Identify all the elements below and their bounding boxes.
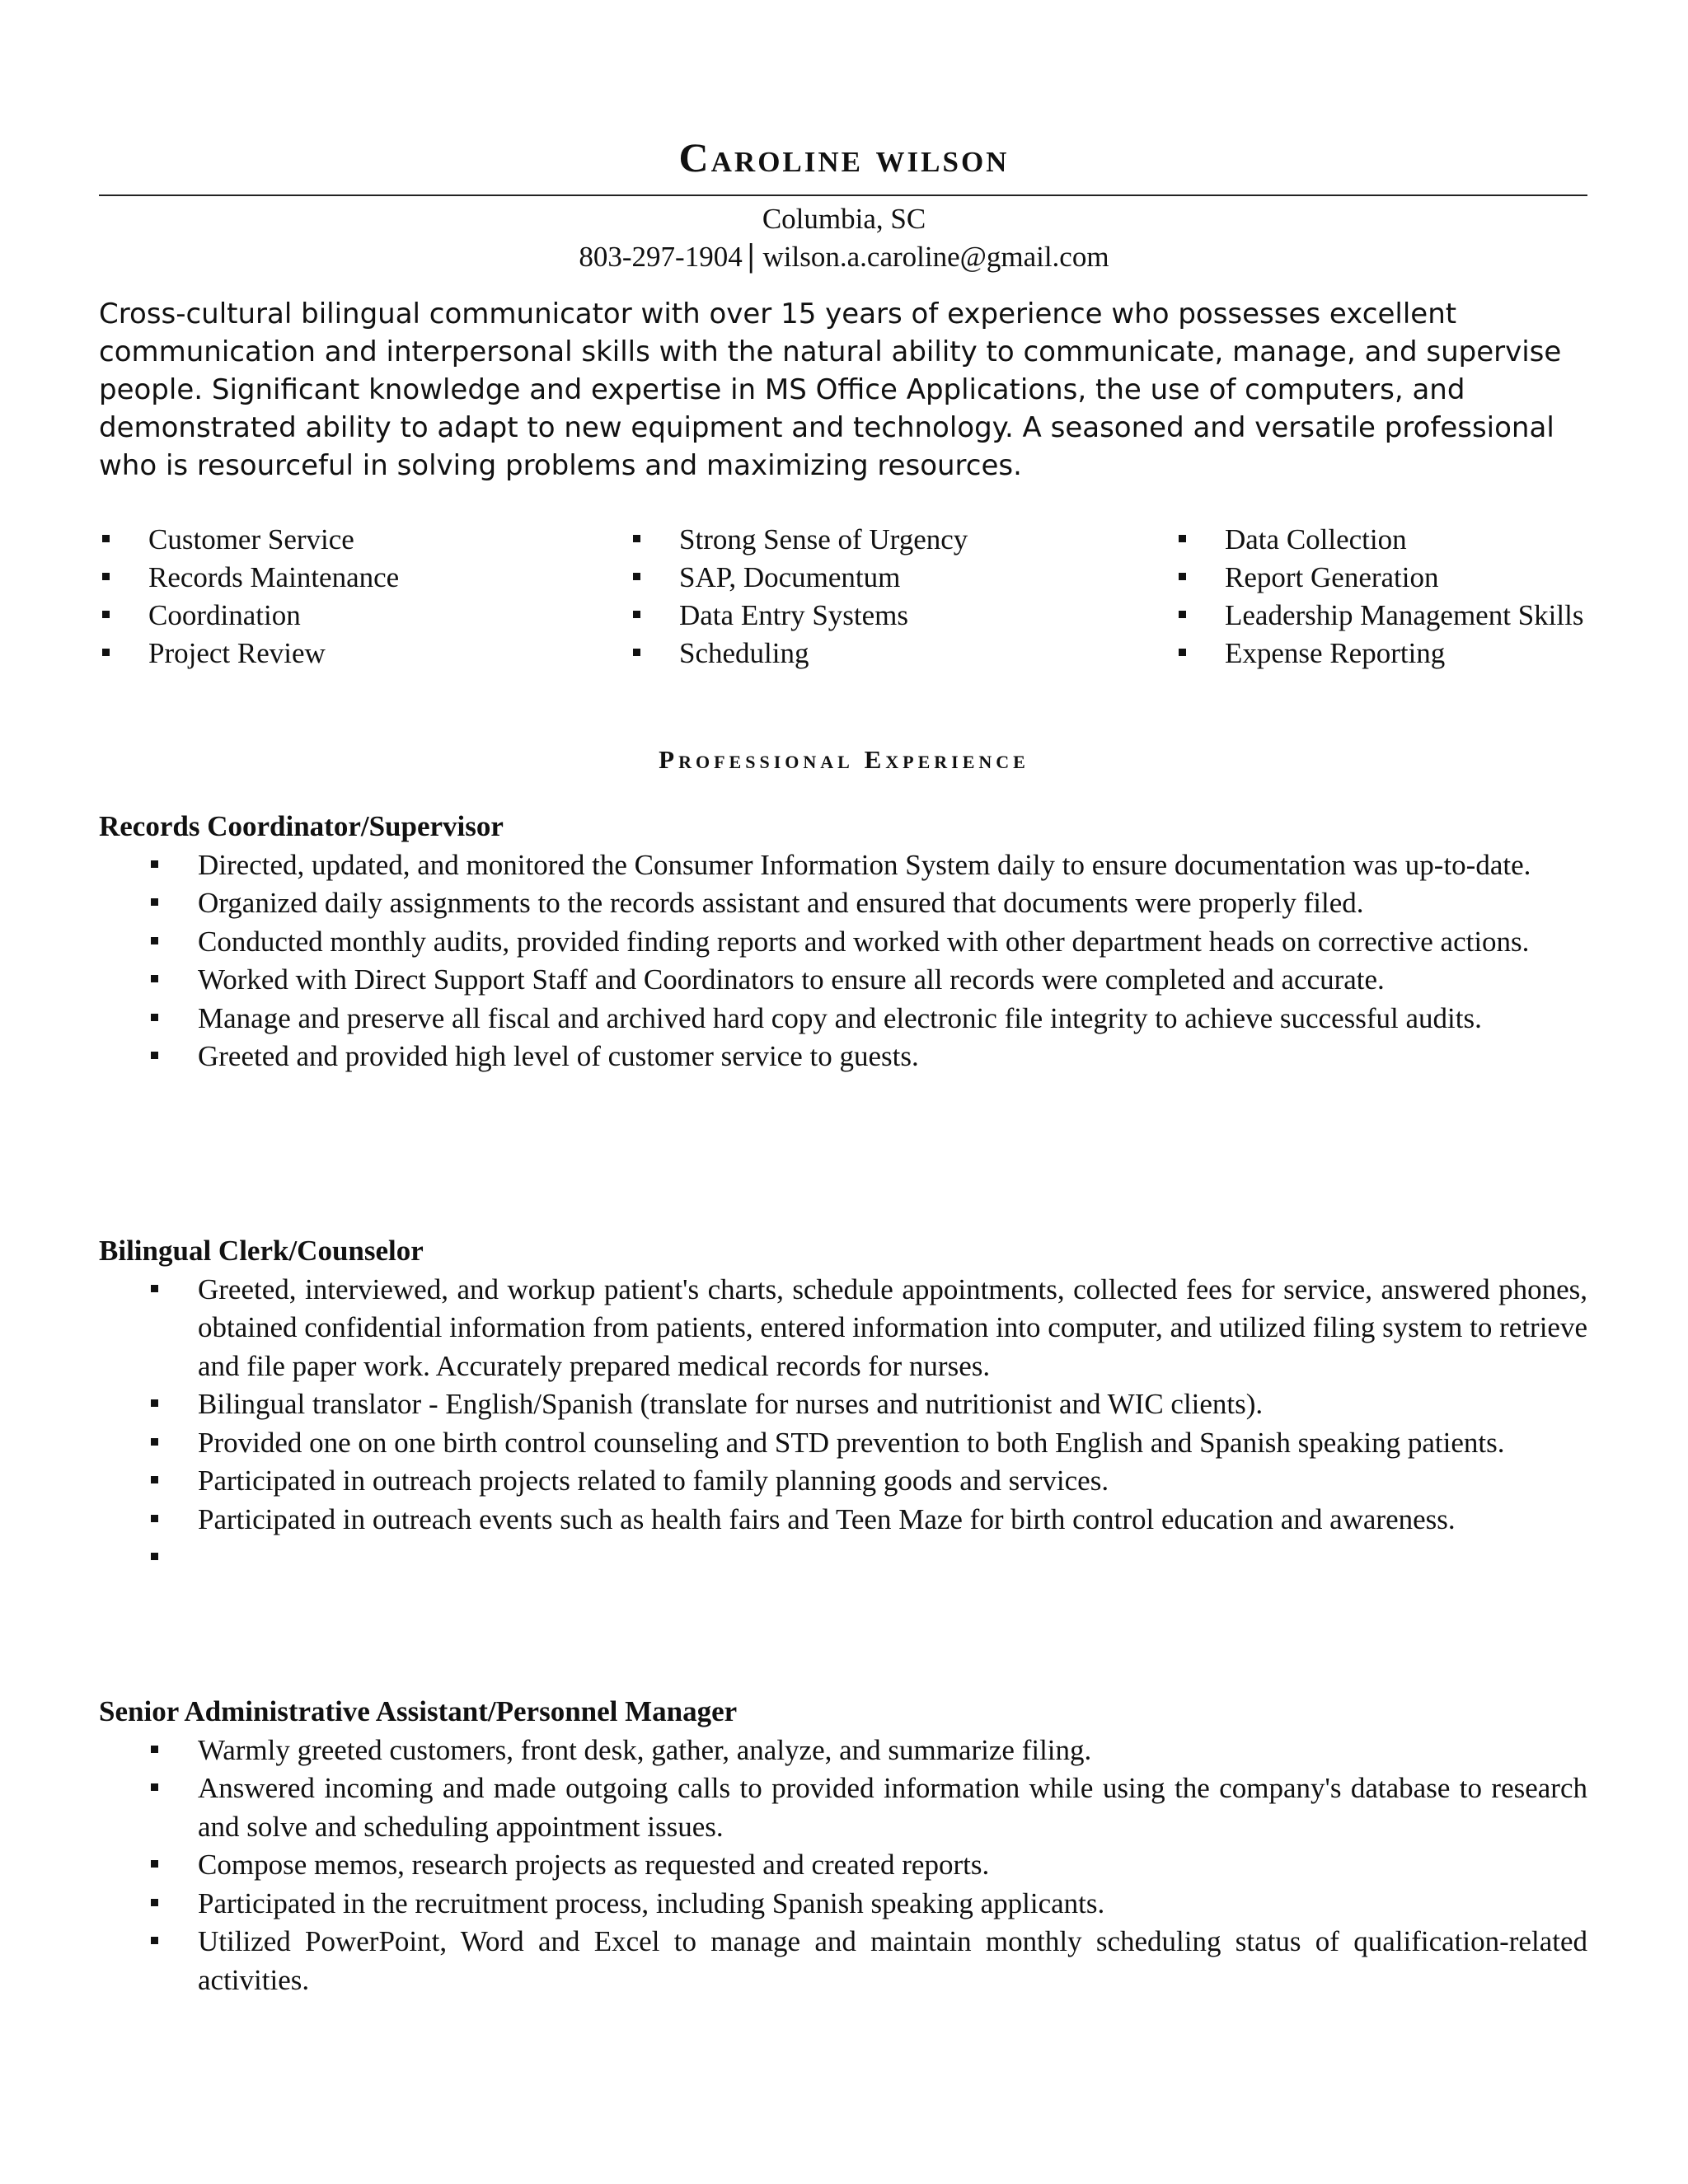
skill-item: Strong Sense of Urgency <box>630 521 1124 559</box>
job-bullets <box>99 1732 1587 2000</box>
skill-item: Coordination <box>99 597 593 635</box>
job-bullet: Manage and preserve all fiscal and archived hard copy and electronic file integrity to achieve successful audits. <box>99 1000 1587 1038</box>
job-title: Senior Administrative Assistant/Personnel Manager <box>99 1695 738 1727</box>
section-heading-experience: Professional Experience <box>659 745 1029 774</box>
contact-separator: | <box>747 237 755 274</box>
skill-item: Records Maintenance <box>99 559 593 597</box>
skill-item: Report Generation <box>1175 559 1688 597</box>
job-bullet: Conducted monthly audits, provided finding reports and worked with other department heads on corrective actions. <box>99 923 1587 962</box>
skill-item: Scheduling <box>630 635 1124 673</box>
header-divider <box>99 194 1587 196</box>
job-bullet: Organized daily assignments to the records assistant and ensured that documents were properly filed. <box>99 884 1587 923</box>
skill-item: Data Collection <box>1175 521 1688 559</box>
job-bullet: Answered incoming and made outgoing calls to provided information while using the company's database to research and solve and scheduling appointment issues. <box>99 1769 1587 1846</box>
skill-item: Project Review <box>99 635 593 673</box>
skill-item: Customer Service <box>99 521 593 559</box>
job-entry <box>99 1693 1587 1999</box>
job-bullet: Participated in outreach events such as health fairs and Teen Maze for birth control education and awareness. <box>99 1501 1587 1540</box>
job-bullets <box>99 1271 1587 1577</box>
job-bullet: Compose memos, research projects as requested and created reports. <box>99 1846 1587 1885</box>
job-bullet: Participated in the recruitment process, including Spanish speaking applicants. <box>99 1885 1587 1924</box>
professional-summary: Cross-cultural bilingual communicator with over 15 years of experience who possesses excellent communication and interpersonal skills with the natural ability to communicate, manage, and supervise people. Significant knowledge and expertise in MS Office Applications, the use of computers, and demonstrated ability to adapt to new equipment and technology. A seasoned and versatile professional who is resourceful in solving problems and maximizing resources. <box>99 298 1562 482</box>
candidate-name: Caroline wilson <box>678 134 1010 180</box>
job-bullets <box>99 846 1587 1076</box>
job-bullet: Provided one on one birth control counseling and STD prevention to both English and Spanish speaking patients. <box>99 1424 1587 1463</box>
job-bullet: Greeted and provided high level of customer service to guests. <box>99 1038 1587 1076</box>
job-bullet: Bilingual translator - English/Spanish (translate for nurses and nutritionist and WIC clients). <box>99 1385 1587 1424</box>
job-entry <box>99 808 1587 1076</box>
skills-column-3 <box>1175 521 1688 673</box>
skill-item: Leadership Management Skills <box>1175 597 1688 635</box>
skill-item: Expense Reporting <box>1175 635 1688 673</box>
location: Columbia, SC <box>762 203 926 235</box>
skill-item: SAP, Documentum <box>630 559 1124 597</box>
job-bullet: Utilized PowerPoint, Word and Excel to manage and maintain monthly scheduling status of qualification-related activities. <box>99 1923 1587 1999</box>
email-address: wilson.a.caroline@gmail.com <box>762 241 1109 273</box>
contact-line <box>0 237 1688 275</box>
job-bullet: Worked with Direct Support Staff and Coordinators to ensure all records were completed and accurate. <box>99 961 1587 1000</box>
skills-column-2 <box>630 521 1124 673</box>
skills-column-1 <box>99 521 593 673</box>
skill-item: Data Entry Systems <box>630 597 1124 635</box>
phone-number: 803-297-1904 <box>579 241 743 273</box>
job-bullet: Greeted, interviewed, and workup patient's charts, schedule appointments, collected fees for service, answered phones, obtained confidential information from patients, entered information into computer, and utilized filing system to retrieve and file paper work. Accurately prepared medical records for nurses. <box>99 1271 1587 1386</box>
job-entry <box>99 1232 1587 1577</box>
job-bullet: Directed, updated, and monitored the Consumer Information System daily to ensure documentation was up-to-date. <box>99 846 1587 885</box>
job-bullet: Warmly greeted customers, front desk, gather, analyze, and summarize filing. <box>99 1732 1587 1770</box>
job-title: Bilingual Clerk/Counselor <box>99 1235 424 1267</box>
job-title: Records Coordinator/Supervisor <box>99 810 504 842</box>
job-bullet-empty <box>99 1539 1587 1577</box>
job-bullet: Participated in outreach projects related to family planning goods and services. <box>99 1462 1587 1501</box>
